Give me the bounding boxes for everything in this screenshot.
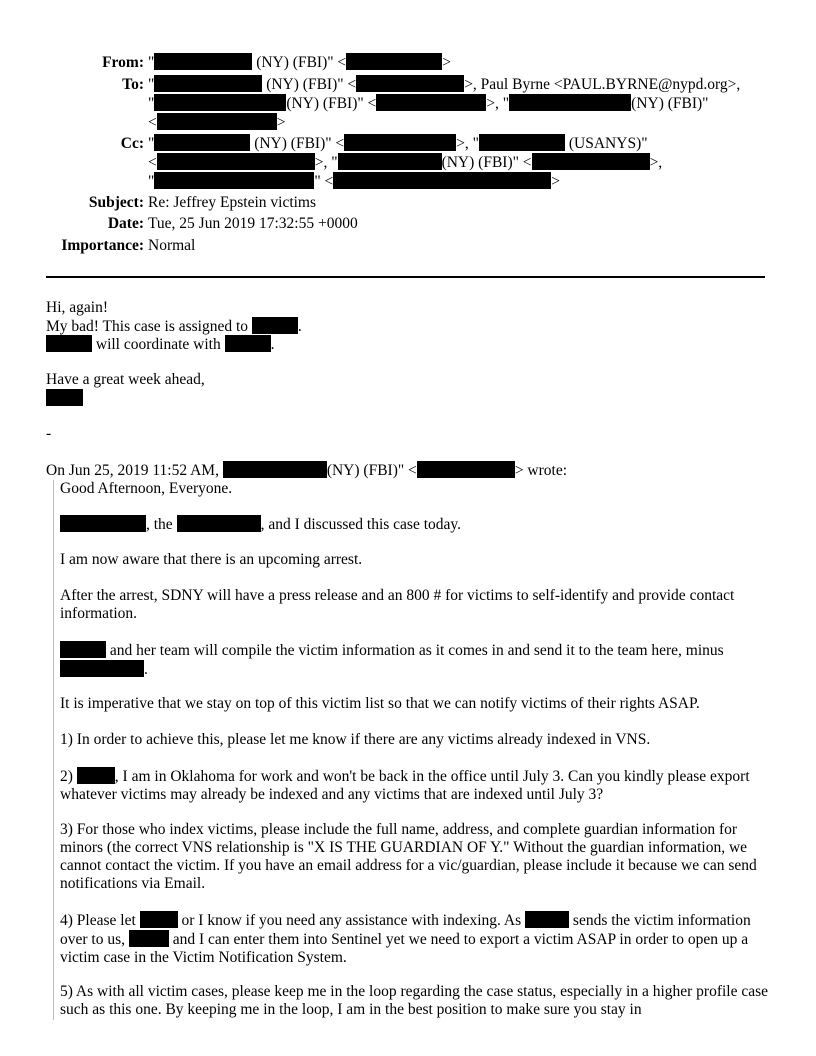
header-divider bbox=[46, 276, 765, 278]
quoted-item-1: 1) In order to achieve this, please let me know if there are any victims already indexed in VNS. bbox=[60, 731, 651, 748]
quoted-item-3: 3) For those who index victims, please include the full name, address, and complete guardian information for minors (the correct VNS relationship is "X IS THE GUARDIAN OF Y." Without the guardian information, we cannot contact the victim. If you have an email address for a vic/guardian, please include it because we can send notifications via Email. bbox=[60, 821, 757, 892]
redaction bbox=[60, 660, 144, 677]
redaction bbox=[525, 911, 569, 928]
redaction bbox=[356, 75, 464, 92]
reply-dash: - bbox=[46, 425, 52, 442]
redaction bbox=[154, 172, 314, 189]
to-value: " (NY) (FBI)" < >, Paul Byrne <PAUL.BYRNE@nypd.org>, bbox=[148, 76, 741, 93]
date-value: Tue, 25 Jun 2019 17:32:55 +0000 bbox=[148, 215, 358, 232]
quoted-item-5: 5) As with all victim cases, please keep me in the loop regarding the case status, especially in a higher profile case such as this one. By keeping me in the loop, I am in the best position to make sure you stay in bbox=[60, 983, 769, 1018]
reply-greeting: Hi, again! bbox=[46, 299, 108, 316]
from-label: From: bbox=[102, 54, 144, 71]
redaction bbox=[532, 153, 650, 170]
reply-closing: Have a great week ahead, bbox=[46, 371, 205, 388]
redaction bbox=[60, 641, 106, 658]
quoted-item-2: 2) , I am in Oklahoma for work and won't be back in the office until July 3. Can you kindly please export whatever victims may already be indexed and any victims that are indexed until July 3? bbox=[60, 768, 750, 803]
quote-bar bbox=[53, 480, 54, 1020]
to-label: To: bbox=[122, 76, 144, 93]
redaction bbox=[376, 94, 486, 111]
date-label: Date: bbox=[107, 215, 144, 232]
quoted-paragraph: , the , and I discussed this case today. bbox=[60, 515, 775, 534]
cc-label: Cc: bbox=[120, 135, 144, 152]
redaction bbox=[252, 317, 298, 334]
redaction bbox=[333, 172, 551, 189]
quoted-paragraph: and her team will compile the victim information as it comes in and send it to the team here, minus . bbox=[60, 641, 775, 679]
subject-value: Re: Jeffrey Epstein victims bbox=[148, 194, 317, 211]
redaction bbox=[60, 515, 146, 532]
reply-line-2: My bad! This case is assigned to . bbox=[46, 318, 302, 335]
redaction bbox=[157, 113, 277, 130]
importance-value: Normal bbox=[148, 237, 196, 254]
redaction bbox=[129, 930, 169, 947]
reply-line-3: will coordinate with . bbox=[46, 335, 768, 354]
redaction bbox=[154, 94, 286, 111]
redaction bbox=[77, 767, 115, 784]
redaction bbox=[177, 515, 261, 532]
redaction bbox=[509, 94, 631, 111]
redaction bbox=[225, 335, 271, 352]
quoted-item-4: 4) Please let or I know if you need any assistance with indexing. As sends the victim information over to us, and I can enter them into Sentinel yet we need to export a victim ASAP in order to open up a victim case in the Victim Notification System. bbox=[60, 912, 751, 966]
subject-label: Subject: bbox=[88, 194, 144, 211]
redaction bbox=[154, 134, 250, 151]
redaction bbox=[417, 461, 515, 478]
quote-attribution: On Jun 25, 2019 11:52 AM, (NY) (FBI)" < > wrote: bbox=[46, 462, 568, 479]
redaction bbox=[46, 389, 83, 406]
redaction bbox=[223, 461, 327, 478]
importance-label: Importance: bbox=[61, 237, 144, 254]
redaction bbox=[479, 134, 565, 151]
redaction bbox=[154, 75, 262, 92]
redaction bbox=[154, 53, 252, 70]
quoted-paragraph: I am now aware that there is an upcoming arrest. bbox=[60, 551, 363, 568]
redaction bbox=[140, 911, 178, 928]
quoted-greeting: Good Afternoon, Everyone. bbox=[60, 480, 233, 497]
quoted-paragraph: After the arrest, SDNY will have a press release and an 800 # for victims to self-identify and provide contact information. bbox=[60, 587, 735, 622]
quoted-paragraph: It is imperative that we stay on top of this victim list so that we can notify victims of their rights ASAP. bbox=[60, 695, 700, 712]
from-value: " (NY) (FBI)" < > bbox=[148, 54, 451, 71]
redaction bbox=[157, 153, 315, 170]
redaction bbox=[338, 153, 442, 170]
redaction bbox=[346, 53, 442, 70]
cc-value: " (NY) (FBI)" < >, " (USANYS)" bbox=[148, 135, 648, 152]
redaction bbox=[46, 335, 92, 352]
redaction bbox=[344, 134, 456, 151]
reply-signature bbox=[46, 389, 768, 408]
